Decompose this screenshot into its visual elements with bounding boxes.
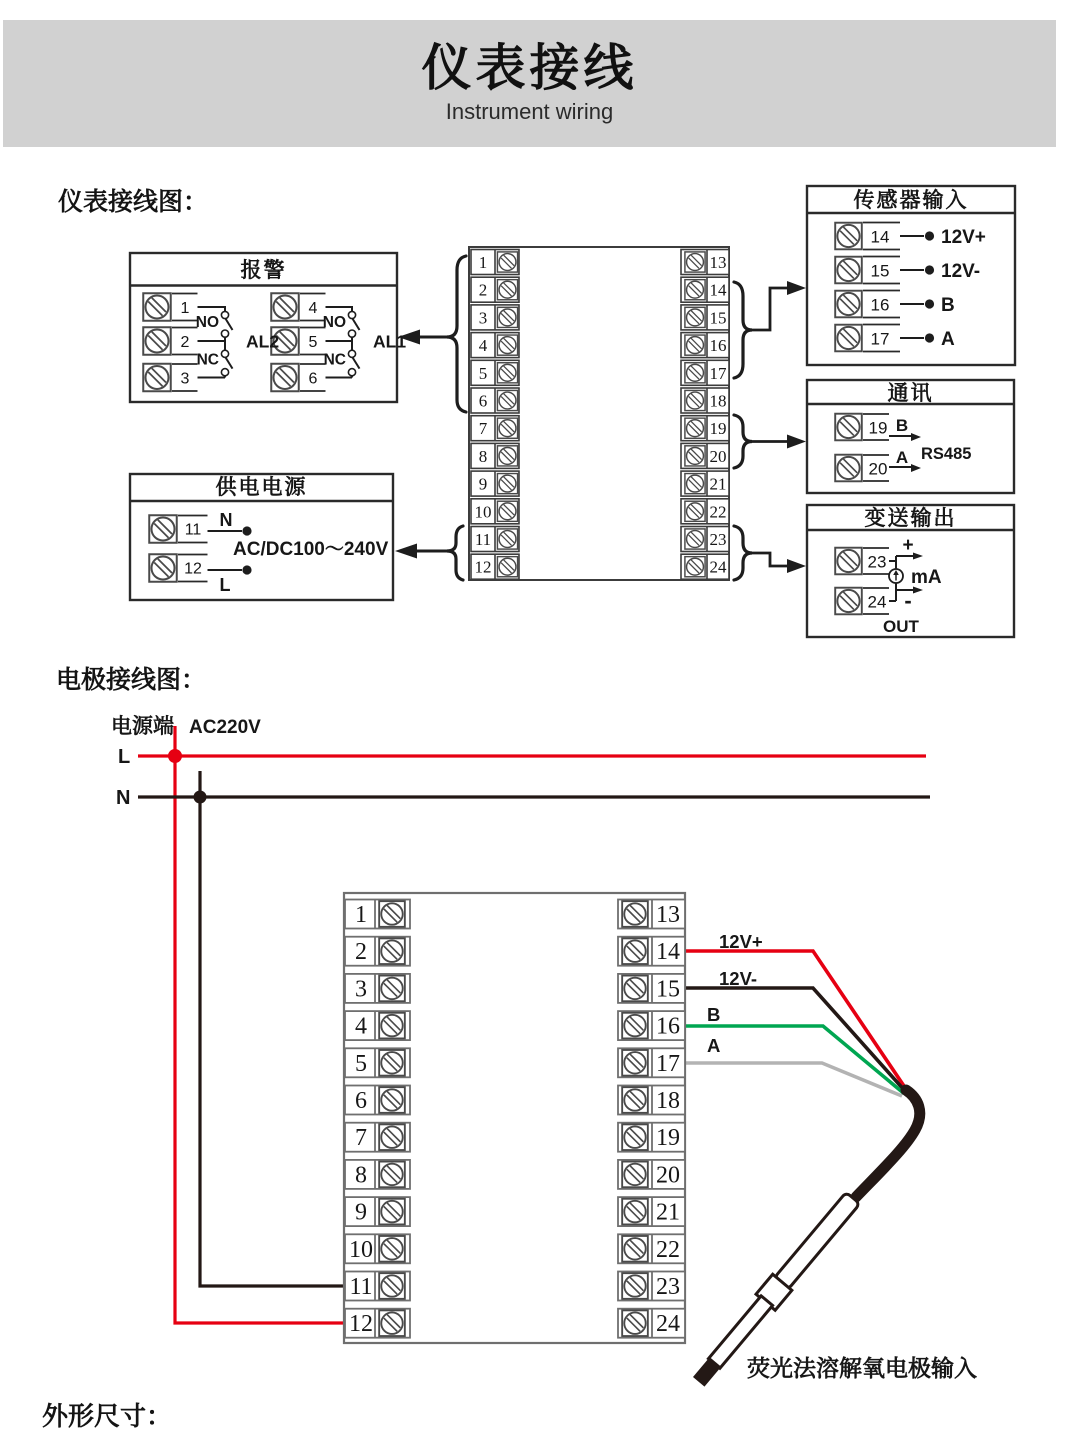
terminal-number: 24 [709,557,727,577]
terminal-row [835,548,889,575]
screw-terminal-icon [271,293,299,321]
wire-dot [242,565,251,574]
screw-terminal-icon [143,293,171,321]
terminal-row [471,333,519,358]
voltage-label: AC/DC100～240V [233,539,389,560]
terminal-number: 4 [308,300,318,317]
minus-label: - [904,588,912,613]
screw-terminal-icon [379,1199,405,1225]
neutral-n-label: N [116,787,131,809]
screw-terminal-icon [497,335,517,355]
terminal-number: 2 [180,334,190,351]
terminal-number: 4 [478,336,488,356]
terminal-row [345,1197,410,1226]
terminal-row [835,455,889,482]
terminal-row [471,554,519,579]
sensor-row-label: B [941,295,955,316]
terminal-row [471,305,519,330]
terminal-row [471,527,519,552]
screw-terminal-icon [622,901,648,927]
screw-terminal-icon [685,307,705,327]
screw-terminal-icon [379,1050,405,1076]
terminal-number: 14 [656,939,680,966]
probe-cable [856,1090,920,1197]
screw-terminal-icon [379,1124,405,1150]
terminal-row [618,1234,685,1263]
screw-terminal-icon [622,1310,648,1336]
comm-a-label: A [895,448,909,467]
screw-terminal-icon [143,364,171,392]
terminal-row [471,360,519,385]
wire-label-12v-plus: 12V+ [719,931,763,952]
power-supply-box [130,474,393,600]
screw-terminal-icon [497,363,517,383]
terminal-number: 17 [870,329,890,349]
screw-terminal-icon [622,938,648,964]
terminal-row [471,499,519,524]
terminal-row [471,277,519,302]
screw-terminal-icon [379,1236,405,1262]
terminal-row [681,388,729,413]
al1-label: AL1 [373,331,407,352]
terminal-row [345,1123,410,1152]
screw-terminal-icon [497,280,517,300]
screw-terminal-icon [622,1162,648,1188]
terminal-row [471,471,519,496]
terminal-number: 11 [349,1274,373,1300]
terminal-row [618,1160,685,1189]
no-label: NO [195,314,219,331]
terminal-row [471,443,519,468]
transmitter-output-box [807,505,1014,637]
terminal-number: 2 [478,280,488,300]
screw-terminal-icon [685,363,705,383]
terminal-number: 16 [870,295,890,315]
terminal-number: 24 [656,1311,680,1338]
terminal-row [618,1272,685,1301]
brace-terminals-23-24 [734,526,752,580]
screw-terminal-icon [835,257,862,284]
screw-terminal-icon [685,446,705,466]
screw-terminal-icon [835,325,862,352]
terminal-number: 8 [355,1162,367,1189]
power-terminal-label: 电源端 [111,715,174,738]
screw-terminal-icon [835,223,862,250]
neutral-wire [200,771,347,1286]
brace-terminals-1-6 [447,256,466,412]
comm-b-label: B [895,416,909,435]
terminal-number: 24 [867,592,887,612]
terminal-number: 5 [355,1050,367,1077]
terminal-number: 21 [656,1199,680,1226]
terminal-row [345,1048,410,1077]
terminal-number: 1 [478,253,488,272]
output-title: 变送输出 [864,507,957,530]
terminal-number: 19 [868,418,888,438]
junction-dot [168,749,182,763]
terminal-number: 13 [656,902,680,928]
screw-terminal-icon [622,1013,648,1039]
screw-terminal-icon [497,390,517,410]
terminal-number: 6 [478,391,488,411]
terminal-row [345,1272,410,1301]
terminal-number: 15 [709,308,727,328]
sensor-row-label: A [941,329,955,350]
wire-label-b: B [707,1004,721,1025]
terminal-number: 23 [656,1274,680,1300]
terminal-number: 12 [349,1311,373,1338]
screw-terminal-icon [622,1236,648,1262]
terminal-row [618,1123,685,1152]
terminal-number: 20 [656,1162,680,1189]
terminal-number: 14 [870,227,890,247]
terminal-number: 7 [355,1125,367,1152]
page-title: 仪表接线 [421,40,638,97]
terminal-row [345,1086,410,1115]
sensor-input-box [807,186,1015,365]
wire-label-12v-minus: 12V- [719,968,758,989]
terminal-number: 16 [709,336,727,356]
terminal-number: 8 [478,446,488,466]
screw-terminal-icon [497,501,517,521]
terminal-number: 6 [355,1088,367,1114]
screw-terminal-icon [379,1162,405,1188]
screw-terminal-icon [622,1087,648,1113]
live-l-label: L [118,746,131,768]
alarm-box [130,253,406,402]
arrow-to-sensor [752,281,806,330]
no-label: NO [322,314,346,331]
terminal-row [681,277,729,302]
terminal-row [681,305,729,330]
screw-terminal-icon [685,557,705,577]
terminal-row [681,443,729,468]
terminal-row [618,1309,685,1338]
screw-terminal-icon [685,252,705,272]
neutral-label: N [219,510,233,530]
section-label-electrode-wiring: 电极接线图： [56,666,207,694]
screw-terminal-icon [622,1050,648,1076]
screw-terminal-icon [622,976,648,1002]
screw-terminal-icon [685,335,705,355]
screw-terminal-icon [497,307,517,327]
terminal-row [345,1234,410,1263]
wire-a [686,1063,902,1096]
nc-label: NC [323,351,346,369]
terminal-row [618,1086,685,1115]
screw-terminal-icon [835,548,862,575]
alarm-terminals-al2 [143,293,197,391]
terminal-number: 17 [709,363,727,383]
terminal-number: 18 [656,1088,680,1114]
terminal-number: 9 [355,1199,367,1226]
terminal-row [345,1309,410,1338]
terminal-number: 21 [709,474,727,494]
junction-dot [194,791,207,804]
terminal-row [835,414,889,441]
live-label: L [219,575,231,595]
terminal-number: 3 [355,976,367,1003]
terminal-row [471,250,519,275]
terminal-row [471,416,519,441]
terminal-number: 1 [355,902,367,928]
nc-label: NC [196,351,219,369]
wire-label-a: A [707,1035,721,1056]
screw-terminal-icon [379,938,405,964]
screw-terminal-icon [685,390,705,410]
screw-terminal-icon [497,418,517,438]
screw-terminal-icon [685,529,705,549]
terminal-row [681,499,729,524]
sensor-row-label: 12V+ [941,227,986,248]
screw-terminal-icon [622,1124,648,1150]
brace-terminals-14-17 [734,282,752,378]
screw-terminal-icon [379,976,405,1002]
screw-terminal-icon [685,280,705,300]
terminal-number: 16 [656,1013,680,1040]
terminal-number: 3 [478,308,488,328]
terminal-row [618,900,685,929]
wire-dot [242,526,251,535]
terminal-row [345,1011,410,1040]
terminal-row [681,416,729,441]
terminal-row [618,937,685,966]
terminal-number: 22 [656,1236,680,1263]
screw-terminal-icon [685,474,705,494]
screw-terminal-icon [379,901,405,927]
terminal-row [345,974,410,1003]
terminal-row [618,1197,685,1226]
screw-terminal-icon [835,291,862,318]
terminal-row [681,333,729,358]
terminal-number: 22 [709,502,727,522]
terminal-row [618,1011,685,1040]
screw-terminal-icon [497,557,517,577]
terminal-number: 5 [478,363,488,383]
terminal-row [345,900,410,929]
screw-terminal-icon [379,1013,405,1039]
terminal-number: 19 [709,419,727,439]
terminal-number: 2 [355,939,367,966]
terminal-number: 12 [474,557,492,577]
arrow-to-power [395,544,448,559]
terminal-number: 10 [349,1236,373,1263]
terminal-number: 11 [474,530,492,549]
al2-label: AL2 [246,331,280,352]
terminal-row [835,588,889,615]
terminal-number: 12 [184,560,202,578]
screw-terminal-icon [271,364,299,392]
terminal-number: 9 [478,474,488,494]
terminal-number: 20 [868,459,888,479]
terminal-number: 15 [656,976,680,1003]
page-subtitle: Instrument wiring [445,98,614,124]
screw-terminal-icon [835,414,862,441]
communication-box [807,380,1014,493]
screw-terminal-icon [685,501,705,521]
terminal-row [618,974,685,1003]
electrode-wiring-diagram [111,714,977,1390]
terminal-number: 14 [709,280,727,300]
terminal-row [345,1160,410,1189]
terminal-row [681,360,729,385]
terminal-number: 11 [184,521,202,539]
screw-terminal-icon [622,1199,648,1225]
screw-terminal-icon [497,474,517,494]
terminal-row [681,250,729,275]
screw-terminal-icon [497,446,517,466]
ma-label: mA [911,567,942,588]
sensor-row-label: 12V- [941,261,981,282]
terminal-row [681,554,729,579]
instrument-wiring-diagram [130,186,1015,637]
terminal-row [618,1048,685,1077]
screw-terminal-icon [149,515,177,543]
sensor-title: 传感器输入 [853,189,969,212]
probe-label: 荧光法溶解氧电极输入 [747,1355,977,1381]
power-title: 供电电源 [215,476,308,499]
terminal-number: 10 [474,502,492,522]
terminal-number: 19 [656,1125,680,1152]
rs485-label: RS485 [921,445,972,463]
comm-title: 通讯 [887,382,934,405]
terminal-number: 17 [656,1050,680,1077]
screw-terminal-icon [835,588,862,615]
section-label-instrument-wiring: 仪表接线图： [58,188,209,216]
screw-terminal-icon [685,418,705,438]
terminal-row [681,471,729,496]
terminal-number: 6 [308,370,318,388]
arrow-to-output [752,553,806,573]
brace-terminals-19-20 [734,415,752,468]
terminal-row [345,937,410,966]
screw-terminal-icon [622,1273,648,1299]
alarm-terminals-al1 [271,293,325,391]
ac220v-label: AC220V [189,717,261,738]
terminal-row [681,527,729,552]
terminal-number: 23 [709,530,727,549]
brace-terminals-11-12 [447,526,463,580]
arrow-to-comm [752,435,806,449]
screw-terminal-icon [497,529,517,549]
probe-body [774,1192,860,1289]
terminal-number: 4 [355,1013,367,1040]
terminal-number: 13 [709,253,727,272]
screw-terminal-icon [497,252,517,272]
screw-terminal-icon [143,327,171,355]
plus-label: + [902,535,914,556]
alarm-title: 报警 [240,259,287,282]
terminal-number: 20 [709,446,727,466]
terminal-number: 15 [870,261,890,281]
terminal-number: 3 [180,370,190,388]
terminal-number: 7 [478,419,488,439]
screw-terminal-icon [379,1087,405,1113]
section-label-dimensions: 外形尺寸： [42,1401,173,1431]
terminal-number: 5 [308,334,318,351]
screw-terminal-icon [835,455,862,482]
terminal-number: 23 [867,552,887,572]
screw-terminal-icon [379,1273,405,1299]
terminal-row [471,388,519,413]
screw-terminal-icon [379,1310,405,1336]
screw-terminal-icon [149,554,177,582]
out-label: OUT [883,617,919,636]
terminal-number: 18 [709,391,727,411]
terminal-number: 1 [180,300,190,317]
